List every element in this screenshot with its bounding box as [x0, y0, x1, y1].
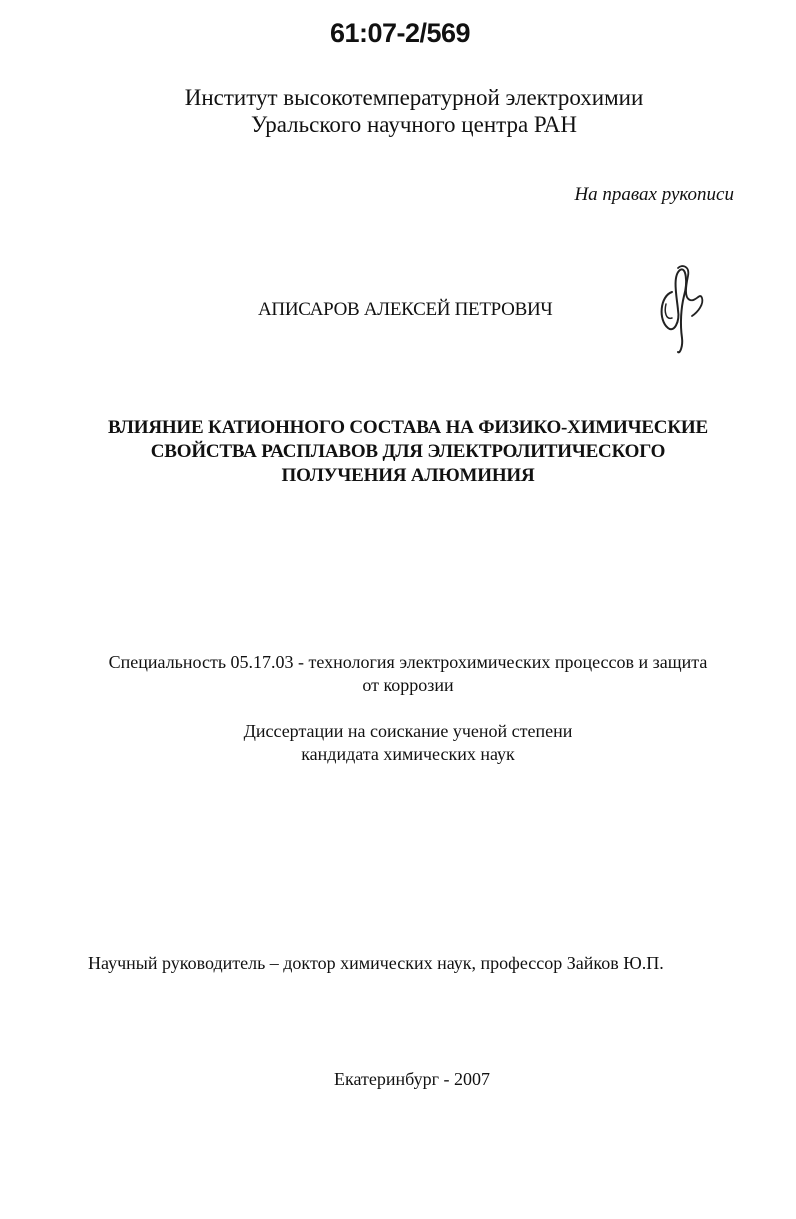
specialty-line-1: Специальность 05.17.03 - технология электрохимических процессов и защита	[108, 652, 708, 672]
thesis-title-line-2: СВОЙСТВА РАСПЛАВОВ ДЛЯ ЭЛЕКТРОЛИТИЧЕСКОГО	[150, 441, 666, 462]
degree-line-1: Диссертации на соискание ученой степени	[243, 721, 573, 741]
institute-name-line-1: Институт высокотемпературной электрохимии	[184, 85, 644, 110]
catalog-number: 61:07-2/569	[329, 18, 471, 48]
author-name: АПИСАРОВ АЛЕКСЕЙ ПЕТРОВИЧ	[258, 299, 553, 320]
institute-name-line-2: Уральского научного центра РАН	[251, 112, 577, 137]
handwritten-signature	[650, 262, 710, 356]
city-and-year: Екатеринбург - 2007	[334, 1069, 490, 1089]
scientific-supervisor: Научный руководитель – доктор химических наук, профессор Зайков Ю.П.	[88, 953, 664, 973]
manuscript-rights-note: На правах рукописи	[574, 184, 734, 205]
thesis-title-line-1: ВЛИЯНИЕ КАТИОННОГО СОСТАВА НА ФИЗИКО-ХИМИЧЕСКИЕ	[108, 417, 708, 438]
thesis-title-line-3: ПОЛУЧЕНИЯ АЛЮМИНИЯ	[281, 465, 535, 486]
degree-line-2: кандидата химических наук	[301, 744, 515, 764]
specialty-line-2: от коррозии	[362, 675, 454, 695]
